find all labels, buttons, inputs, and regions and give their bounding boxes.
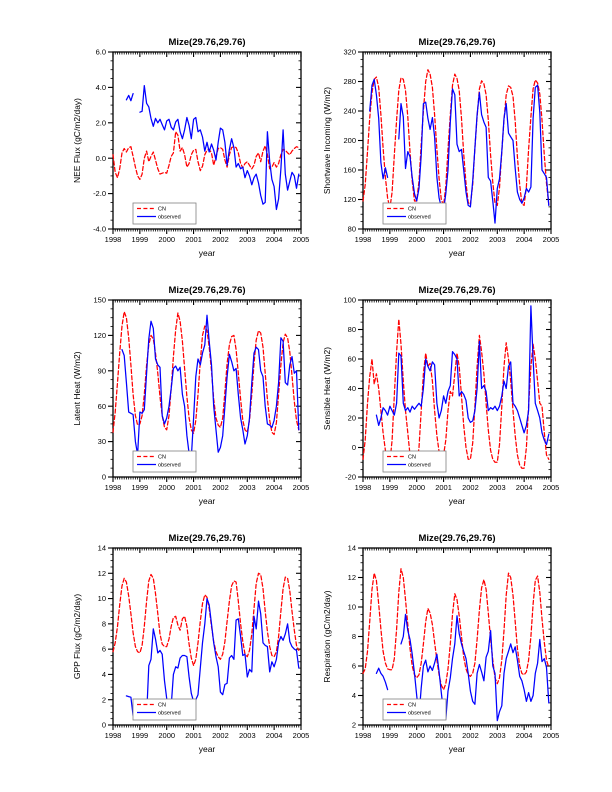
x-tick-label: 2002 [462, 731, 479, 740]
x-tick-label: 2000 [158, 235, 176, 244]
y-tick-label: 100 [343, 295, 356, 305]
x-tick-label: 2004 [265, 483, 283, 492]
series-observed [122, 315, 299, 458]
x-axis-label: year [198, 248, 216, 258]
x-tick-label: 1998 [354, 483, 372, 492]
x-tick-label: 2002 [462, 235, 479, 244]
y-axis-label: Latent Heat (W/m2) [72, 351, 82, 426]
y-tick-label: 0 [351, 443, 356, 453]
x-tick-label: 2003 [488, 731, 506, 740]
x-tick-label: 2005 [542, 731, 560, 740]
axes [93, 48, 309, 244]
chart-shortwave [305, 30, 565, 265]
chart-sensible-heat-canvas [305, 278, 565, 513]
x-tick-label: 2002 [212, 483, 229, 492]
x-axis-label: year [448, 744, 466, 754]
y-tick-label: 30 [97, 437, 106, 447]
legend [133, 203, 196, 224]
series-cn [363, 319, 549, 468]
y-tick-label: 12 [347, 573, 356, 583]
series-observed [126, 86, 298, 210]
x-tick-label: 1999 [131, 235, 149, 244]
legend-label: CN [158, 206, 166, 213]
y-tick-label: 120 [93, 331, 106, 340]
y-tick-label: 320 [343, 47, 356, 57]
x-tick-label: 2004 [515, 483, 533, 492]
axes [348, 544, 560, 740]
chart-title: Mize(29.76,29.76) [168, 37, 246, 48]
y-tick-label: 0 [101, 472, 106, 482]
legend [383, 451, 446, 472]
x-tick-label: 2000 [158, 483, 176, 492]
x-tick-label: 2001 [185, 483, 202, 492]
x-tick-label: 2001 [185, 235, 202, 244]
series-path [370, 79, 549, 223]
legend-label: observed [158, 462, 181, 469]
y-tick-label: 2.0 [95, 118, 106, 128]
x-tick-label: 2001 [185, 731, 202, 740]
series-observed [370, 79, 549, 223]
y-tick-label: 240 [343, 106, 356, 116]
series-cn [363, 70, 549, 209]
x-tick-label: 1998 [354, 235, 372, 244]
x-tick-label: 2003 [238, 483, 256, 492]
x-tick-label: 2004 [515, 235, 533, 244]
y-tick-label: 150 [93, 295, 106, 305]
y-tick-label: 6 [351, 661, 356, 671]
y-axis-label: Sensible Heat (W/m2) [322, 346, 332, 431]
x-tick-label: 1998 [104, 235, 122, 244]
x-tick-label: 2001 [435, 235, 452, 244]
y-axis-label: Respiration (gC/m2/day) [322, 590, 332, 683]
legend [383, 203, 446, 224]
x-tick-label: 2003 [238, 731, 256, 740]
x-tick-label: 1999 [131, 483, 149, 492]
legend [133, 451, 196, 472]
series-cn [113, 573, 299, 665]
legend-label: CN [408, 454, 416, 461]
x-tick-label: 2001 [435, 731, 452, 740]
x-tick-label: 1999 [381, 235, 399, 244]
x-tick-label: 2002 [212, 235, 229, 244]
legend-label: CN [158, 454, 166, 461]
x-tick-label: 2003 [488, 483, 506, 492]
y-tick-label: 4 [351, 691, 356, 701]
chart-gpp-flux [55, 526, 315, 761]
y-axis-label: NEE Flux (gC/m2/day) [72, 97, 82, 184]
series-path [363, 70, 549, 209]
legend-label: observed [158, 710, 181, 717]
y-tick-label: -4.0 [93, 224, 106, 234]
y-tick-label: 90 [97, 366, 106, 376]
y-tick-label: 4 [101, 670, 106, 680]
x-tick-label: 2002 [212, 731, 229, 740]
y-tick-label: -2.0 [93, 189, 106, 199]
x-tick-label: 1999 [381, 483, 399, 492]
legend-label: observed [408, 710, 431, 717]
x-tick-label: 1998 [104, 731, 122, 740]
x-tick-label: 2000 [158, 731, 176, 740]
y-tick-label: 280 [343, 77, 356, 87]
x-axis-label: year [448, 496, 466, 506]
x-tick-label: 2004 [265, 731, 283, 740]
x-tick-label: 2005 [542, 483, 560, 492]
x-axis-label: year [198, 744, 216, 754]
y-tick-label: 14 [97, 543, 106, 553]
chart-nee-flux-canvas [55, 30, 315, 265]
x-tick-label: 2005 [542, 235, 560, 244]
y-tick-label: 2 [351, 720, 356, 730]
plot-frame [113, 548, 301, 725]
x-tick-label: 2005 [292, 731, 310, 740]
y-tick-label: 200 [343, 136, 356, 146]
x-tick-label: 2003 [238, 235, 256, 244]
legend-label: CN [158, 702, 166, 709]
series-path [376, 306, 548, 445]
x-tick-label: 2000 [408, 235, 426, 244]
legend-label: observed [158, 214, 181, 221]
chart-respiration-canvas [305, 526, 565, 761]
y-tick-label: 6.0 [95, 47, 106, 57]
y-tick-label: 2 [101, 695, 106, 705]
series-path [122, 315, 299, 458]
chart-latent-heat-canvas [55, 278, 315, 513]
y-tick-label: 80 [347, 325, 356, 335]
y-axis-label: GPP Flux (gC/m2/day) [72, 593, 82, 680]
legend-label: CN [408, 702, 416, 709]
y-tick-label: -20 [345, 472, 356, 482]
series-observed [376, 306, 548, 445]
chart-title: Mize(29.76,29.76) [418, 285, 496, 296]
series-path [113, 573, 299, 665]
x-tick-label: 1998 [104, 483, 122, 492]
y-tick-label: 20 [347, 413, 356, 423]
y-tick-label: 0.0 [95, 153, 106, 163]
y-tick-label: 60 [347, 354, 356, 364]
plot-frame [113, 300, 301, 477]
chart-latent-heat [55, 278, 315, 513]
series-path [363, 319, 549, 468]
x-tick-label: 2000 [408, 483, 426, 492]
legend [133, 699, 196, 720]
x-tick-label: 1998 [354, 731, 372, 740]
y-tick-label: 10 [97, 594, 106, 604]
legend-label: observed [408, 214, 431, 221]
y-tick-label: 8 [101, 619, 106, 629]
y-tick-label: 0 [101, 720, 106, 730]
x-tick-label: 2003 [488, 235, 506, 244]
x-axis-label: year [448, 248, 466, 258]
x-tick-label: 2001 [435, 483, 452, 492]
legend [383, 699, 446, 720]
y-tick-label: 40 [347, 384, 356, 394]
x-tick-label: 2005 [292, 483, 310, 492]
x-tick-label: 2005 [292, 235, 310, 244]
chart-title: Mize(29.76,29.76) [168, 285, 246, 296]
plot-frame [363, 548, 551, 725]
x-tick-label: 1999 [381, 731, 399, 740]
chart-shortwave-canvas [305, 30, 565, 265]
chart-nee-flux [55, 30, 315, 265]
y-axis-label: Shortwave Incoming (W/m2) [322, 86, 332, 195]
x-tick-label: 2000 [408, 731, 426, 740]
chart-title: Mize(29.76,29.76) [418, 37, 496, 48]
y-tick-label: 12 [97, 568, 106, 578]
chart-gpp-flux-canvas [55, 526, 315, 761]
x-tick-label: 2004 [515, 731, 533, 740]
y-tick-label: 60 [97, 401, 106, 411]
chart-title: Mize(29.76,29.76) [418, 533, 496, 544]
legend-label: observed [408, 462, 431, 469]
y-tick-label: 160 [343, 165, 356, 175]
x-tick-label: 1999 [131, 731, 149, 740]
plot-frame [113, 52, 301, 229]
x-tick-label: 2004 [265, 235, 283, 244]
chart-title: Mize(29.76,29.76) [168, 533, 246, 544]
y-tick-label: 14 [347, 543, 356, 553]
y-tick-label: 10 [347, 602, 356, 612]
y-tick-label: 120 [343, 195, 356, 205]
y-tick-label: 80 [347, 224, 356, 234]
chart-respiration [305, 526, 565, 761]
x-tick-label: 2002 [462, 483, 479, 492]
y-tick-label: 8 [351, 632, 356, 642]
y-tick-label: 6 [101, 644, 106, 654]
y-tick-label: 4.0 [95, 83, 106, 92]
chart-sensible-heat [305, 278, 565, 513]
x-axis-label: year [198, 496, 216, 506]
series-path [126, 86, 298, 210]
legend-label: CN [408, 206, 416, 213]
